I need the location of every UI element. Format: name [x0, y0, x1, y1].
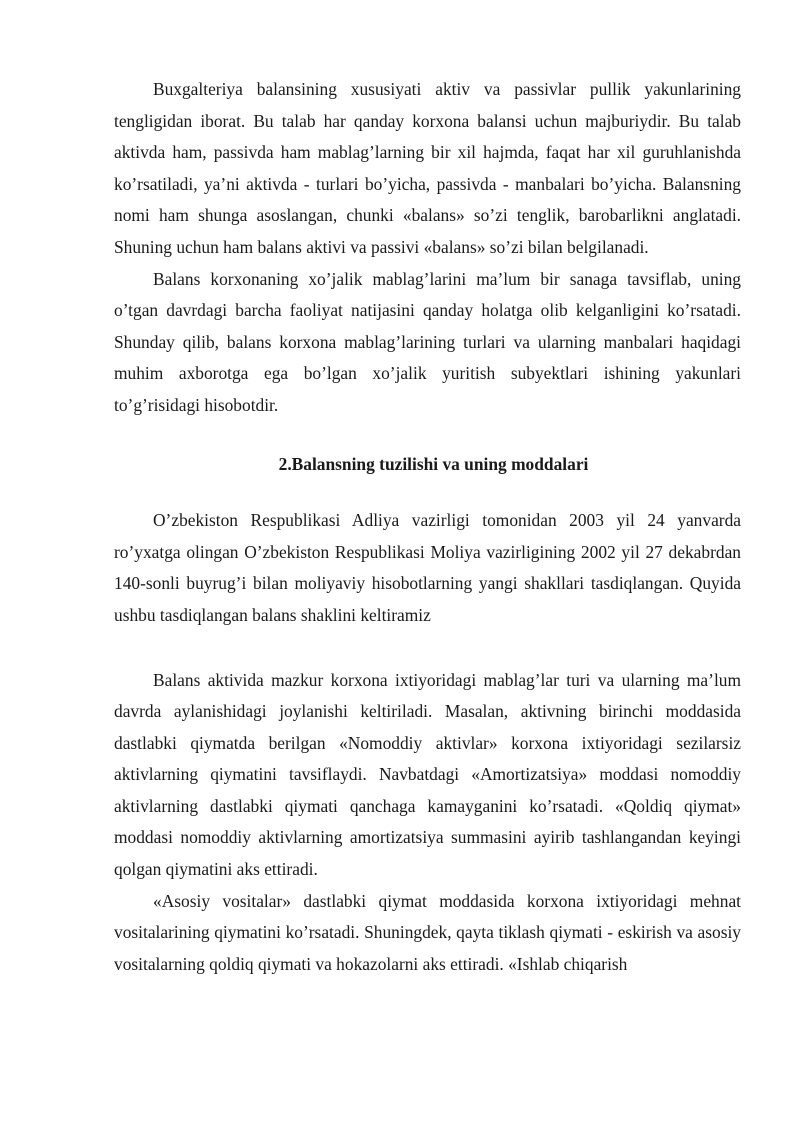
paragraph-balance-equality: Buxgalteriya balansining xususiyati aktiv va passivlar pullik yakunlarining tengligidan iborat. Bu talab har qanday korxona balansi uchun majburiydir. Bu talab aktivda ham, passivda ham mablag’larning bir xil hajmda, faqat har xil guruhlanishda ko’rsatiladi, ya’ni aktivda - turlari bo’yicha, passivda - manbalari bo’yicha. Balansning nomi ham shunga asoslangan, chunki «balans» so’zi tenglik, barobarlikni anglatadi. Shuning uchun ham balans aktivi va passivi «balans» so’zi bilan belgilanadi.: [114, 79, 741, 257]
section-heading: 2.Balansning tuzilishi va uning moddalari: [278, 453, 589, 474]
paragraph-legal-basis: O’zbekiston Respublikasi Adliya vazirligi tomonidan 2003 yil 24 yanvarda ro’yxatga olingan O’zbekiston Respublikasi Moliya vazirligining 2002 yil 27 dekabrdan 140-sonli buyrug’i bilan moliyaviy hisobotlarning yangi shakllari tasdiqlangan. Quyida ushbu tasdiqlangan balans shaklini keltiramiz: [114, 510, 741, 625]
paragraph-fixed-assets: «Asosiy vositalar» dastlabki qiymat moddasida korxona ixtiyoridagi mehnat vositalarining qiymatini ko’rsatadi. Shuningdek, qayta tiklash qiymati - eskirish va asosiy vositalarning qoldiq qiymati va hokazolarni aks ettiradi. «Ishlab chiqarish: [114, 890, 741, 974]
paragraph-balance-definition: Balans korxonaning xo’jalik mablag’larini ma’lum bir sanaga tavsiflab, uning o’tgan davrdagi barcha faoliyat natijasini qanday holatga olib kelganligini ko’rsatadi. Shunday qilib, balans korxona mablag’larining turlari va ularning manbalari haqidagi muhim axborotga ega bo’lgan xo’jalik yuritish subyektlari ishining yakunlari to’g’risidagi hisobotdir.: [114, 268, 741, 415]
paragraph-balance-assets: Balans aktivida mazkur korxona ixtiyoridagi mablag’lar turi va ularning ma’lum davrda aylanishidagi joylanishi keltiriladi. Masalan, aktivning birinchi moddasida dastlabki qiymatda berilgan «Nomoddiy aktivlar» korxona ixtiyoridagi sezilarsiz aktivlarning qiymatini tavsiflaydi. Navbatdagi «Amortizatsiya» moddasi nomoddiy aktivlarning dastlabki qiymati qanchaga kamayganini ko’rsatadi. «Qoldiq qiymat» moddasi nomoddiy aktivlarning amortizatsiya summasini ayirib tashlangandan keyingi qolgan qiymatini aks ettiradi.: [114, 669, 741, 880]
document-body: [114, 74, 741, 980]
paragraph-gap: [114, 632, 741, 665]
